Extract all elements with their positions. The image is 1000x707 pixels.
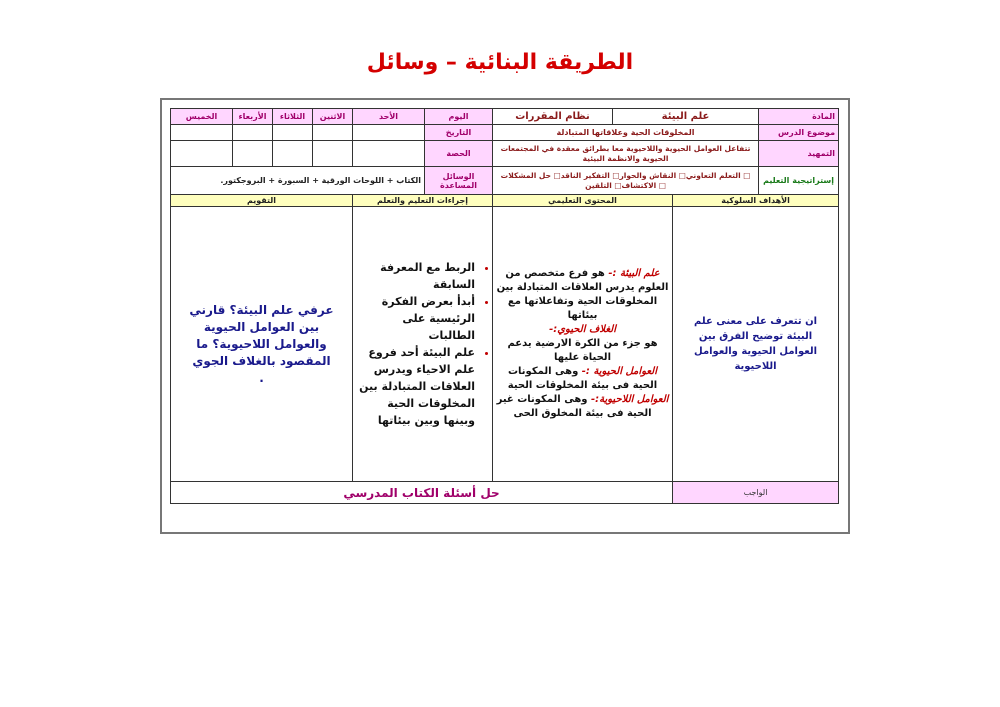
day-thursday: الخميس [171, 109, 233, 125]
homework-row [171, 482, 839, 504]
content-cell [493, 207, 673, 482]
day-tuesday: الثلاثاء [273, 109, 313, 125]
content-item-1 [496, 267, 669, 323]
period-label: الحصة [425, 141, 493, 167]
header-row-2 [171, 125, 839, 141]
header-row-1 [171, 109, 839, 125]
content-term-2: الغلاف الحيوي:- [549, 324, 616, 335]
date-monday [313, 125, 353, 141]
procedures-list [356, 259, 489, 429]
procedure-item-2: • أبدأ بعرض الفكرة الرئيسية على الطالبات [356, 293, 475, 344]
aids-value: الكتاب + اللوحات الورقية + السبورة + البروجكتور. [171, 167, 425, 195]
homework-label: الواجب [673, 482, 839, 504]
date-thursday [171, 125, 233, 141]
date-wednesday [233, 125, 273, 141]
aids-label: الوسائل المساعدة [425, 167, 493, 195]
objectives-cell [673, 207, 839, 482]
procedures-cell [353, 207, 493, 482]
header-row-4 [171, 167, 839, 195]
content-term-4: العوامل اللاحيوية:- [590, 394, 669, 405]
objectives-text: ان تتعرف على معنى علم البيئة توضيح الفرق بين العوامل الحيوية والعوامل اللاحيوية [694, 316, 818, 372]
content-text-2: هو جزء من الكرة الارضية يدعم الحياة عليها [507, 338, 658, 363]
period-sunday [353, 141, 425, 167]
period-wednesday [233, 141, 273, 167]
col-evaluation: التقويم [171, 195, 353, 207]
page-title: الطريقة البنائية – وسائل [366, 50, 634, 75]
content-text-3: وهى المكونات الحية فى بيئة المخلوقات الحية [507, 366, 658, 391]
topic-value: المخلوقات الحية وعلاقاتها المتبادلة [493, 125, 759, 141]
intro-value: تتفاعل العوامل الحيوية واللاحيوية معا بطرائق معقدة في المجتمعات الحيوية والانظمة البيئية [493, 141, 759, 167]
body-row [171, 207, 839, 482]
strategy-label: إستراتيجية التعليم [759, 167, 839, 195]
day-label: اليوم [425, 109, 493, 125]
day-wednesday: الأربعاء [233, 109, 273, 125]
content-text-4: وهى المكونات غير الحية فى بيئة المخلوق الحى [496, 394, 652, 419]
content-item-4 [496, 393, 669, 421]
header-row-3 [171, 141, 839, 167]
period-monday [313, 141, 353, 167]
intro-label: التمهيد [759, 141, 839, 167]
content-item-3 [496, 365, 669, 393]
evaluation-cell [171, 207, 353, 482]
date-tuesday [273, 125, 313, 141]
system-value: نظام المقررات [493, 109, 613, 125]
date-label: التاريخ [425, 125, 493, 141]
content-text-1: هو فرع متخصص من العلوم يدرس العلاقات المتبادلة بين المخلوقات الحية وتفاعلاتها مع بيئاتها [496, 268, 669, 321]
day-monday: الاثنين [313, 109, 353, 125]
day-sunday: الأحد [353, 109, 425, 125]
period-thursday [171, 141, 233, 167]
evaluation-text: عرفي علم البيئة؟ قارني بين العوامل الحيوية والعوامل اللاحيوية؟ ما المقصود بالغلاف الجوي . [189, 302, 334, 385]
content-term-1: علم البيئة :- [608, 268, 660, 279]
period-tuesday [273, 141, 313, 167]
columns-row [171, 195, 839, 207]
topic-label: موضوع الدرس [759, 125, 839, 141]
procedure-item-3: • علم البيئة أحد فروع علم الاحياء ويدرس العلاقات المتبادلة بين المخلوقات الحية وبينها وبين بيئاتها [356, 344, 475, 429]
procedure-item-1: • الربط مع المعرفة السابقة [356, 259, 475, 293]
col-content: المحتوى التعليمي [493, 195, 673, 207]
homework-value: حل أسئلة الكتاب المدرسي [171, 482, 673, 504]
col-objectives: الأهداف السلوكية [673, 195, 839, 207]
subject-label: المادة [759, 109, 839, 125]
lesson-plan-table [170, 108, 839, 504]
content-term-3: العوامل الحيوية :- [581, 366, 658, 377]
date-sunday [353, 125, 425, 141]
subject-value: علم البيئة [613, 109, 759, 125]
col-procedures: إجراءات التعليم والتعلم [353, 195, 493, 207]
content-item-2 [496, 323, 669, 365]
strategy-value: □ التعلم التعاوني□ النقاش والحوار□ التفكير الناقد□ حل المشكلات □ الاكتشاف□ التلقين [493, 167, 759, 195]
